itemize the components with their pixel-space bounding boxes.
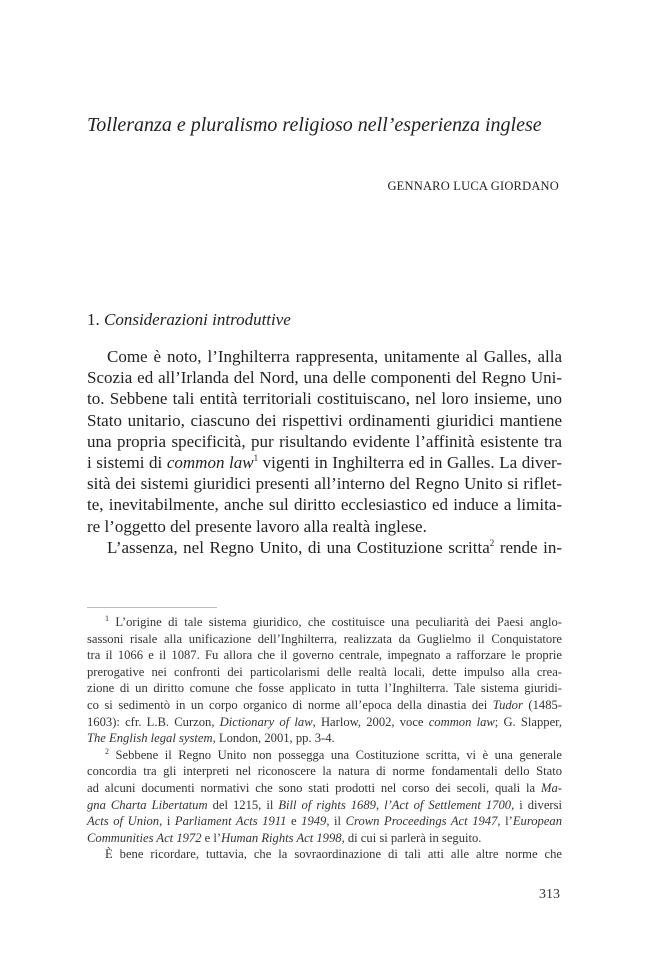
- body-line: una propria specificità, pur risultando evidente l’affinità esistente tra: [87, 431, 562, 451]
- body-line: Scozia ed all’Irlanda del Nord, una delle componenti del Regno Uni-: [87, 368, 562, 388]
- article-title: Tolleranza e pluralismo religioso nell’esperienza inglese: [87, 114, 542, 136]
- footnote-mark: 1: [105, 614, 109, 623]
- body-line: te, inevitabilmente, anche sul diritto ecclesiastico ed induce a limita-: [87, 495, 562, 515]
- footnote-text: , di cui si parlerà in seguito.: [341, 830, 482, 845]
- footnote-italic: 1949: [301, 814, 327, 829]
- section-heading: [87, 310, 291, 330]
- footnote-text: ad alcuni documenti normativi che sono stati prodotti nel corso dei secoli, quali la: [87, 780, 542, 795]
- footnote-text: , l’: [497, 814, 513, 829]
- footnote-italic: Crown Proceedings Act 1947: [345, 814, 498, 829]
- footnote-line: [87, 714, 562, 731]
- footnote-line: concordia tra gli interpreti nel riconoscere la natura di norme fondamentali dello Stato: [87, 764, 562, 779]
- footnote-italic: The English legal system: [87, 731, 213, 746]
- author-name: GENNARO LUCA GIORDANO: [387, 179, 559, 193]
- footnote-text: , i: [159, 814, 175, 829]
- footnote-mark: 2: [105, 746, 109, 756]
- footnote-italic: Parliament Acts 1911: [174, 814, 287, 829]
- footnote-ref[interactable]: 2: [489, 537, 495, 548]
- footnote-text: Sebbene il Regno Unito non possegga una Costituzione scritta, vi è una generale: [109, 747, 562, 762]
- footnote-line: [87, 614, 562, 631]
- footnote-line: sassoni risale alla unificazione dell’Inghilterra, realizzata da Guglielmo il Conquistatore: [87, 631, 562, 646]
- page-number: 313: [539, 887, 560, 902]
- section-title: Considerazioni introduttive: [104, 310, 291, 329]
- footnote-text: ,: [375, 797, 385, 812]
- body-text-run: rende in-: [494, 537, 562, 557]
- footnote-italic: Human Rights Act 1998: [221, 830, 342, 845]
- body-line: to. Sebbene tali entità territoriali costituiscano, nel loro insieme, uno: [87, 389, 562, 409]
- section-number: 1.: [87, 310, 104, 329]
- footnote-text: del 1215, il: [207, 797, 279, 812]
- footnote-italic: European: [512, 814, 563, 829]
- body-line: [87, 537, 562, 558]
- body-text-run: vigenti in Inghilterra ed in Galles. La diver-: [258, 452, 562, 472]
- body-line: sità dei sistemi giuridici presenti all’interno del Regno Unito si riflet-: [87, 474, 562, 494]
- footnote-text: co si sedimentò in un corpo organico di norme all’epoca della dinastia dei: [87, 697, 493, 712]
- body-text-run: L’assenza, nel Regno Unito, di una Costituzione scritta: [107, 537, 490, 557]
- footnote-divider: [87, 607, 217, 608]
- footnote-line: È bene ricordare, tuttavia, che la sovraordinazione di tali atti alle altre norme che: [105, 847, 562, 862]
- footnote-text: e l’: [201, 830, 222, 845]
- body-italic-term: common law: [166, 452, 254, 472]
- footnote-line: zione di un diritto comune che fosse applicato in tutta l’Inghilterra. Tale sistema giuridi-: [87, 681, 562, 696]
- body-line: [87, 452, 562, 473]
- footnote-italic: common law: [428, 714, 495, 729]
- footnote-text: ; G. Slapper,: [494, 714, 563, 729]
- footnote-italic: Communities Act 1972: [87, 830, 202, 845]
- body-line: Come è noto, l’Inghilterra rappresenta, unitamente al Galles, alla: [107, 347, 562, 366]
- body-text: [87, 346, 562, 558]
- footnote-text: L’origine di tale sistema giuridico, che costituisce una peculiarità dei Paesi anglo-: [109, 615, 562, 629]
- footnote-line: [87, 730, 562, 747]
- footnote-text: , London, 2001, pp. 3-4.: [212, 731, 335, 746]
- footnote-line: [87, 813, 562, 830]
- footnote-text: , il: [326, 814, 346, 829]
- footnote-line: [87, 697, 562, 714]
- footnote-ref[interactable]: 1: [253, 452, 259, 463]
- footnote-italic: Dictionary of law: [219, 714, 313, 729]
- footnote-text: , Harlow, 2002, voce: [312, 714, 429, 729]
- footnote-italic: Acts of Union: [87, 814, 160, 829]
- footnote-text: e: [286, 814, 302, 829]
- footnote-line: [87, 797, 562, 814]
- footnote-italic: gna Charta Libertatum: [87, 797, 208, 812]
- body-text-run: i sistemi di: [87, 452, 167, 472]
- footnote-italic: Ma-: [541, 780, 562, 795]
- body-line: re l’oggetto del presente lavoro alla realtà inglese.: [87, 516, 427, 536]
- footnotes: [87, 614, 562, 863]
- footnote-text: (1485-: [522, 697, 562, 712]
- footnote-italic: Tudor: [492, 697, 523, 712]
- footnote-line: prerogative nei confronti dei particolarismi delle realtà locali, dette impulso alla crea-: [87, 664, 562, 679]
- footnote-text: , i diversi: [511, 797, 563, 812]
- footnote-line: [87, 747, 562, 764]
- footnote-italic: l’Act of Settlement 1700: [384, 797, 512, 812]
- footnote-text: 1603): cfr. L.B. Curzon,: [87, 714, 220, 729]
- footnote-line: [87, 780, 562, 797]
- footnote-line: tra il 1066 e il 1087. Fu allora che il governo centrale, impegnato a rafforzare le proprie: [87, 648, 562, 663]
- body-line: Stato unitario, ciascuno dei rispettivi ordinamenti giuridici mantiene: [87, 410, 562, 430]
- footnote-line: [87, 830, 562, 847]
- footnote-italic: Bill of rights 1689: [278, 797, 376, 812]
